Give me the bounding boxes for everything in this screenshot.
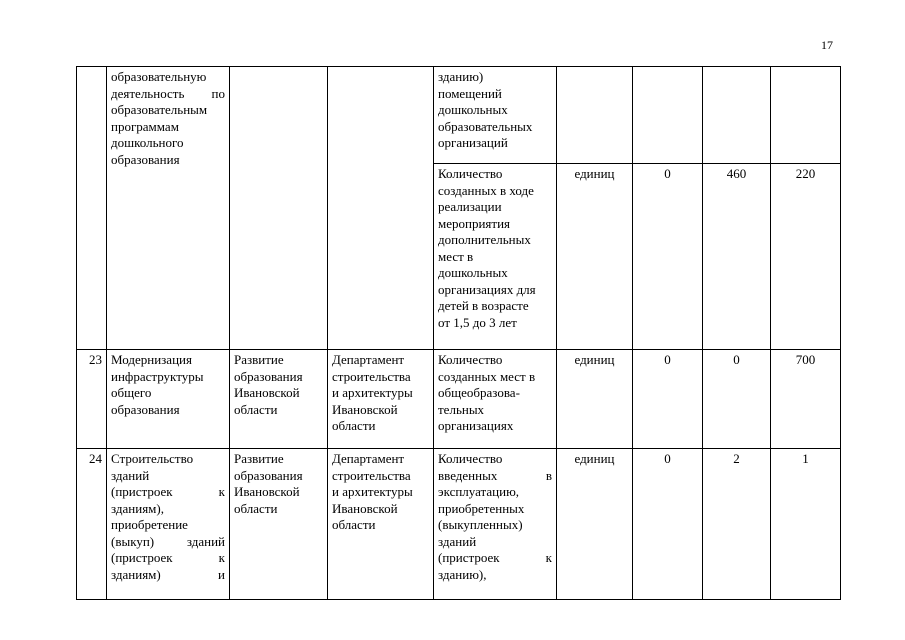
- unit-cell: единиц: [557, 449, 633, 600]
- unit-cell: единиц: [557, 350, 633, 449]
- unit-cell: [557, 67, 633, 164]
- value-cell: 220: [771, 164, 841, 350]
- value-cell: 700: [771, 350, 841, 449]
- value-cell: 1: [771, 449, 841, 600]
- table-row: [77, 350, 841, 449]
- executor-cell: [328, 67, 434, 350]
- value-cell: 2: [703, 449, 771, 600]
- measure-name-cell: Модернизация инфраструктуры общего образования: [107, 350, 230, 449]
- measures-table: [76, 66, 841, 600]
- value-cell: 0: [633, 164, 703, 350]
- page-number: 17: [821, 38, 833, 52]
- value-cell: 0: [633, 350, 703, 449]
- program-cell: [230, 67, 328, 350]
- measure-name-cell: Строительство зданий (пристроек к зданиям), приобретение (выкуп) зданий (пристроек к зданиям) и: [107, 449, 230, 600]
- table-row: [77, 67, 841, 164]
- value-cell: 0: [633, 449, 703, 600]
- value-cell: 460: [703, 164, 771, 350]
- row-number-cell: 24: [77, 449, 107, 600]
- executor-cell: Департамент строительства и архитектуры Ивановской области: [328, 350, 434, 449]
- table-row: [77, 449, 841, 600]
- program-cell: Развитие образования Ивановской области: [230, 449, 328, 600]
- indicator-cell: зданию) помещений дошкольных образовательных организаций: [434, 67, 557, 164]
- row-number-cell: [77, 67, 107, 350]
- measure-name-cell: образовательную деятельность по образовательным программам дошкольного образования: [107, 67, 230, 350]
- value-cell: [703, 67, 771, 164]
- unit-cell: единиц: [557, 164, 633, 350]
- indicator-cell: Количество созданных мест в общеобразова- тельных организациях: [434, 350, 557, 449]
- row-number-cell: 23: [77, 350, 107, 449]
- executor-cell: Департамент строительства и архитектуры Ивановской области: [328, 449, 434, 600]
- program-cell: Развитие образования Ивановской области: [230, 350, 328, 449]
- value-cell: 0: [703, 350, 771, 449]
- value-cell: [771, 67, 841, 164]
- value-cell: [633, 67, 703, 164]
- indicator-cell: Количество введенных в эксплуатацию, приобретенных (выкупленных) зданий (пристроек к зданию),: [434, 449, 557, 600]
- indicator-cell: Количество созданных в ходе реализации мероприятия дополнительных мест в дошкольных организациях для детей в возрасте от 1,5 до 3 лет: [434, 164, 557, 350]
